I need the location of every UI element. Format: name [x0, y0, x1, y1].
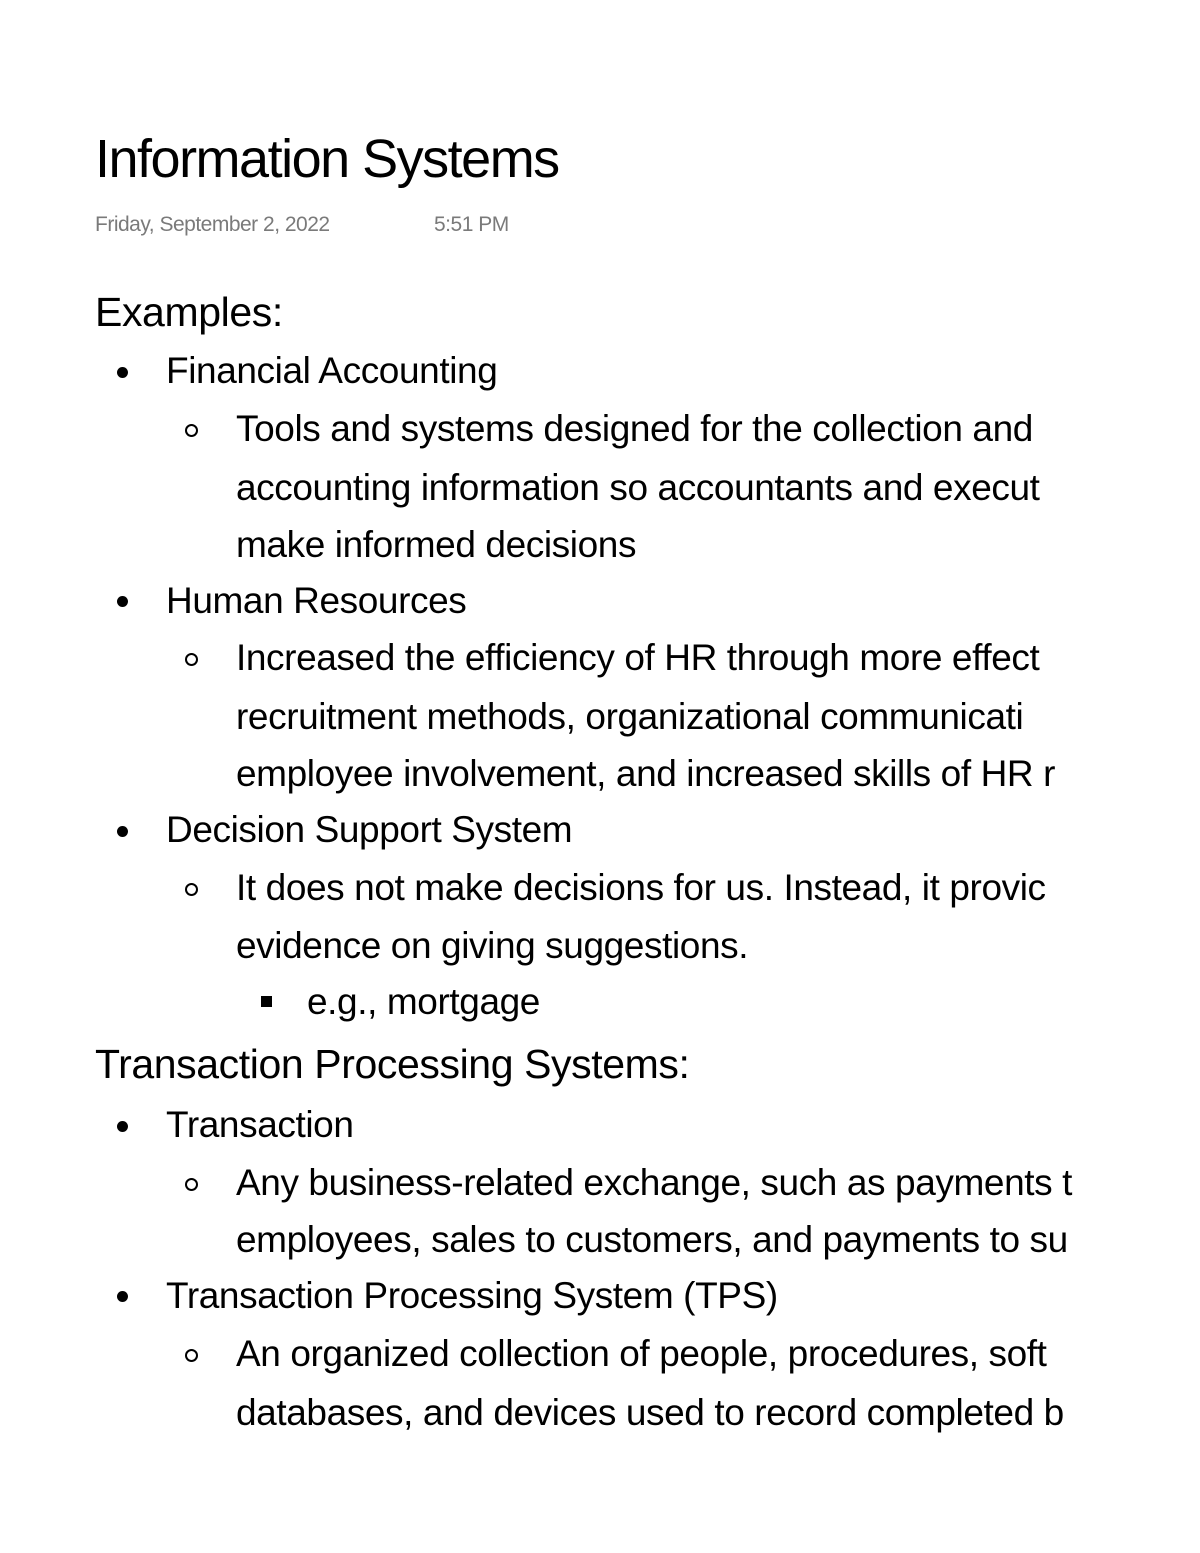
bullet-circle-icon: [185, 1178, 198, 1191]
list-item-decision-support-system: Decision Support System: [166, 809, 573, 850]
list-item-detail: databases, and devices used to record completed b: [236, 1392, 1064, 1433]
bullet-disc-icon: [117, 826, 128, 837]
note-time: 5:51 PM: [434, 213, 509, 236]
bullet-disc-icon: [117, 596, 128, 607]
list-item-transaction: Transaction: [166, 1104, 354, 1145]
bullet-disc-icon: [117, 1291, 128, 1302]
list-item-detail: employees, sales to customers, and payments to su: [236, 1219, 1068, 1260]
list-item-detail: accounting information so accountants and execut: [236, 467, 1040, 508]
list-item-detail: employee involvement, and increased skills of HR r: [236, 753, 1056, 794]
list-item-detail: An organized collection of people, procedures, soft: [236, 1333, 1047, 1374]
list-item-financial-accounting: Financial Accounting: [166, 350, 498, 391]
list-item-detail: Any business-related exchange, such as payments t: [236, 1162, 1072, 1203]
list-item-tps: Transaction Processing System (TPS): [166, 1275, 778, 1316]
list-item-example: e.g., mortgage: [307, 981, 540, 1022]
bullet-square-icon: [261, 996, 272, 1007]
bullet-circle-icon: [185, 883, 198, 896]
bullet-disc-icon: [117, 1121, 128, 1132]
bullet-circle-icon: [185, 424, 198, 437]
list-item-human-resources: Human Resources: [166, 580, 467, 621]
list-item-detail: evidence on giving suggestions.: [236, 925, 749, 966]
section-heading-examples: Examples:: [95, 289, 283, 335]
bullet-circle-icon: [185, 1349, 198, 1362]
list-item-detail: make informed decisions: [236, 524, 637, 565]
section-heading-tps: Transaction Processing Systems:: [95, 1041, 690, 1087]
bullet-disc-icon: [117, 367, 128, 378]
page-title: Information Systems: [95, 129, 559, 189]
list-item-detail: Increased the efficiency of HR through more effect: [236, 637, 1040, 678]
list-item-detail: recruitment methods, organizational communicati: [236, 696, 1024, 737]
list-item-detail: Tools and systems designed for the collection and: [236, 408, 1033, 449]
list-item-detail: It does not make decisions for us. Instead, it provic: [236, 867, 1046, 908]
note-date: Friday, September 2, 2022: [95, 213, 330, 236]
bullet-circle-icon: [185, 653, 198, 666]
